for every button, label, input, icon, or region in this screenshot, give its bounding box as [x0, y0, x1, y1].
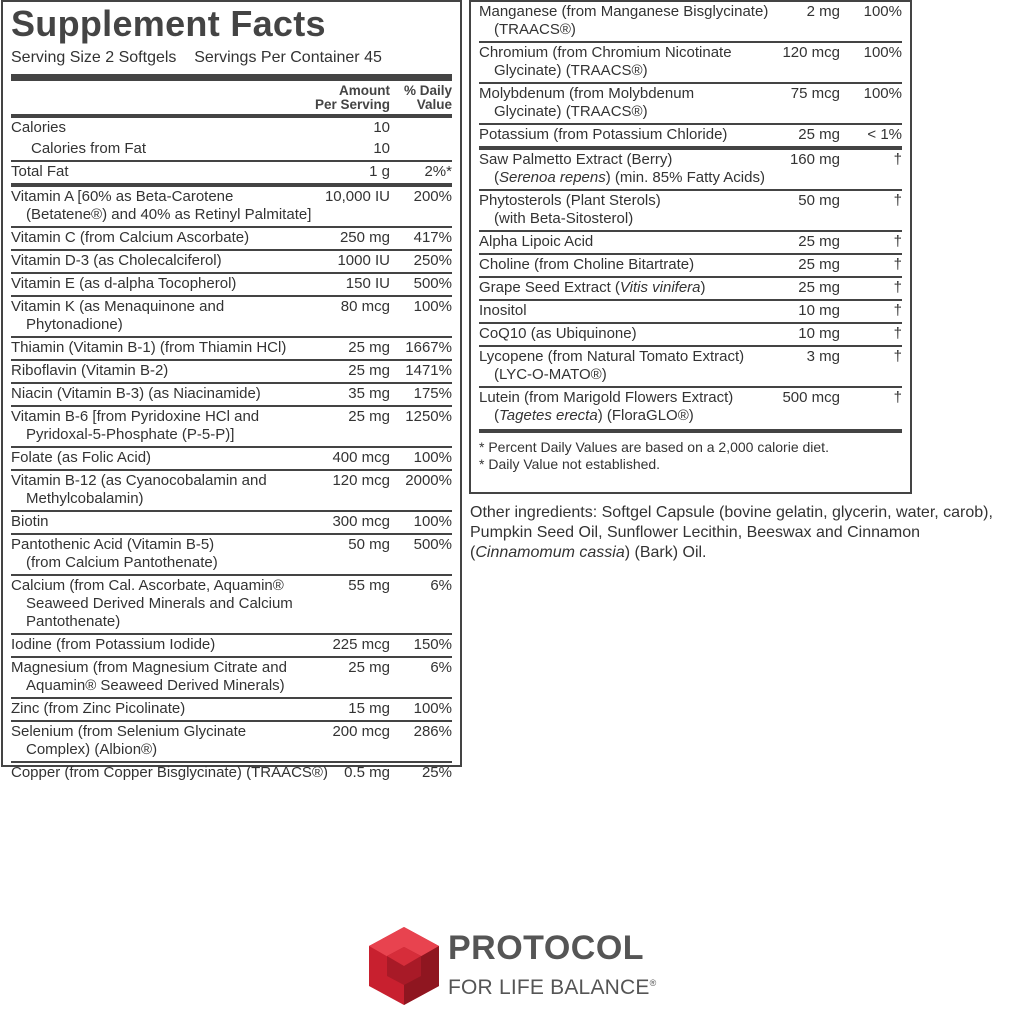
- nutrient-name-line1: Lutein (from Marigold Flowers Extract): [479, 389, 734, 406]
- nutrient-row: [11, 763, 452, 784]
- nutrient-name-line2: Complex) (Albion®): [26, 741, 158, 758]
- nutrient-name-line1: Vitamin D-3 (as Cholecalciferol): [11, 252, 222, 269]
- nutrient-name: [11, 577, 348, 631]
- nutrient-name-line2: [479, 407, 778, 425]
- nutrient-amount: 1000 IU: [337, 252, 390, 269]
- amount-header-line2: Per Serving: [314, 97, 390, 112]
- nutrient-row: [479, 150, 902, 189]
- nutrient-amount: 120 mcg: [782, 44, 840, 61]
- nutrient-name-line1: Grape Seed Extract (: [479, 279, 620, 296]
- other-ingredients-text: Other ingredients: Softgel Capsule (bovine gelatin, glycerin, water, carob), Pumpkin Seed Oil, Sunflower Lecithin, Beeswax and Cinnamon (: [470, 504, 993, 561]
- brand-tagline: [448, 971, 656, 1000]
- nutrient-amount: 10,000 IU: [324, 188, 390, 205]
- nutrient-daily-value: 200%: [413, 188, 452, 205]
- nutrient-name-line1: Vitamin B-12 (as Cyanocobalamin and: [11, 472, 267, 489]
- nutrient-name: [479, 44, 782, 80]
- nutrient-row: [479, 347, 902, 386]
- other-ingredients: [470, 503, 1024, 563]
- nutrient-name-line2: Methylcobalamin): [26, 490, 144, 507]
- serving-size: Serving Size 2 Softgels: [11, 49, 177, 66]
- other-ingredients-text-end: ) (Bark) Oil.: [624, 544, 707, 561]
- nutrient-name-line1: Alpha Lipoic Acid: [479, 233, 594, 250]
- supplement-facts-panel-right: [469, 0, 912, 494]
- nutrient-name-line1: Niacin (Vitamin B-3) (as Niacinamide): [11, 385, 261, 402]
- nutrient-amount: 25 mg: [798, 256, 840, 273]
- nutrient-name-line1: Saw Palmetto Extract (Berry): [479, 151, 673, 168]
- nutrient-row: [479, 301, 902, 322]
- nutrient-name: [479, 256, 798, 274]
- nutrient-daily-value: †: [893, 325, 902, 342]
- nutrient-amount: 160 mg: [789, 151, 840, 168]
- nutrient-name-line1: Total Fat: [11, 163, 69, 180]
- nutrient-amount: 25 mg: [798, 233, 840, 250]
- nutrient-name: [479, 233, 798, 251]
- nutrient-daily-value: 500%: [413, 275, 452, 292]
- nutrient-daily-value: †: [893, 302, 902, 319]
- serving-info: [11, 48, 452, 68]
- nutrient-name-line2: Seaweed Derived Minerals and Calcium Pantothenate): [26, 595, 293, 630]
- panel-title: Supplement Facts: [11, 3, 326, 44]
- nutrient-daily-value: [390, 119, 452, 137]
- nutrient-name-line2: Glycinate) (TRAACS®): [494, 62, 648, 79]
- nutrient-row: [479, 255, 902, 276]
- nutrient-name-line2: (LYC-O-MATO®): [494, 366, 607, 383]
- nutrient-daily-value: 2%*: [424, 163, 452, 180]
- nutrient-name: [479, 389, 782, 425]
- nutrient-daily-value: 100%: [863, 85, 902, 102]
- nutrient-daily-value: 286%: [413, 723, 452, 740]
- nutrient-daily-value: †: [893, 389, 902, 406]
- nutrient-daily-value: 150%: [413, 636, 452, 653]
- nutrient-name-line1: Vitamin E (as d-alpha Tocopherol): [11, 275, 237, 292]
- nutrient-name-line1: Manganese (from Manganese Bisglycinate): [479, 3, 769, 20]
- nutrient-name-line1: Folate (as Folic Acid): [11, 449, 152, 466]
- nutrient-row: [11, 448, 452, 469]
- nutrient-name-line2: (from Calcium Pantothenate): [26, 554, 218, 571]
- nutrient-amount: 50 mg: [348, 536, 390, 553]
- nutrient-name: [11, 700, 348, 718]
- nutrient-amount: 25 mg: [348, 659, 390, 676]
- nutrient-row: [11, 118, 452, 139]
- nutrient-amount: 10: [373, 140, 390, 157]
- nutrient-name: [11, 188, 325, 224]
- nutrient-row: [479, 324, 902, 345]
- nutrient-name: [11, 119, 373, 137]
- brand-name: PROTOCOL: [448, 929, 645, 967]
- nutrient-name: [11, 449, 332, 467]
- nutrient-daily-value: 100%: [413, 513, 452, 530]
- nutrient-row: [11, 162, 452, 183]
- nutrient-name: [479, 151, 790, 187]
- daily-value-column-header: [390, 84, 452, 112]
- nutrient-amount: 0.5 mg: [344, 764, 390, 781]
- nutrient-name-line1: Molybdenum (from Molybdenum: [479, 85, 695, 102]
- nutrient-amount: 2 mg: [806, 3, 840, 20]
- nutrient-species: Serenoa repens: [499, 169, 606, 186]
- nutrient-daily-value: 6%: [430, 659, 452, 676]
- nutrient-name-line2-part: (: [494, 169, 499, 186]
- nutrient-daily-value: 417%: [413, 229, 452, 246]
- nutrient-name-line1: CoQ10 (as Ubiquinone): [479, 325, 637, 342]
- nutrient-name: [11, 298, 341, 334]
- nutrient-amount: 25 mg: [348, 339, 390, 356]
- nutrient-name-line1: Vitamin A [60% as Beta-Carotene: [11, 188, 234, 205]
- nutrient-name-line2: Glycinate) (TRAACS®): [494, 103, 648, 120]
- nutrient-amount: 10 mg: [798, 302, 840, 319]
- nutrient-daily-value: 100%: [863, 44, 902, 61]
- nutrient-row: [11, 407, 452, 446]
- nutrient-amount: 25 mg: [348, 362, 390, 379]
- nutrient-name-line1-end: ): [700, 279, 706, 296]
- nutrient-daily-value: 100%: [413, 449, 452, 466]
- nutrient-daily-value: 1667%: [405, 339, 452, 356]
- nutrient-name-line1: Inositol: [479, 302, 527, 319]
- nutrient-row: [11, 361, 452, 382]
- nutrient-row: [479, 43, 902, 82]
- nutrient-name-line2-part: (: [494, 407, 499, 424]
- amount-header-line1: Amount: [339, 83, 390, 98]
- nutrient-name-line2: (with Beta-Sitosterol): [494, 210, 634, 227]
- other-ingredients-species: Cinnamomum cassia: [475, 544, 625, 561]
- nutrient-row: [479, 191, 902, 230]
- nutrient-row: [11, 535, 452, 574]
- nutrient-name: [479, 279, 798, 297]
- nutrient-name-line2: Phytonadione): [26, 316, 123, 333]
- nutrient-name-line1: Vitamin C (from Calcium Ascorbate): [11, 229, 250, 246]
- nutrient-name: [479, 3, 807, 39]
- nutrient-name-line2: Pyridoxal-5-Phosphate (P-5-P)]: [26, 426, 235, 443]
- nutrient-row: [11, 187, 452, 226]
- nutrient-name: [11, 723, 332, 759]
- nutrient-daily-value: 175%: [413, 385, 452, 402]
- nutrient-name-line1: Biotin: [11, 513, 49, 530]
- dv-header-line2: Value: [416, 97, 452, 112]
- amount-column-header: [302, 84, 390, 112]
- nutrient-name-line1: Iodine (from Potassium Iodide): [11, 636, 216, 653]
- nutrient-name: [11, 252, 337, 270]
- nutrient-name: [11, 536, 348, 572]
- nutrient-amount: 200 mcg: [332, 723, 390, 740]
- nutrient-name-line1: Zinc (from Zinc Picolinate): [11, 700, 186, 717]
- nutrient-daily-value: †: [893, 256, 902, 273]
- dv-header-line1: % Daily: [403, 83, 452, 98]
- nutrient-row: [479, 278, 902, 299]
- nutrient-name-line1: Lycopene (from Natural Tomato Extract): [479, 348, 745, 365]
- nutrient-name-line1: Choline (from Choline Bitartrate): [479, 256, 695, 273]
- nutrient-row: [11, 139, 452, 160]
- nutrient-name: [11, 764, 344, 782]
- nutrient-amount: 300 mcg: [332, 513, 390, 530]
- nutrient-name-line1: Calories from Fat: [31, 140, 147, 157]
- supplement-facts-panel-left: [1, 0, 462, 781]
- nutrient-daily-value: †: [893, 151, 902, 168]
- nutrient-amount: 80 mcg: [340, 298, 390, 315]
- nutrient-name-line1: Selenium (from Selenium Glycinate: [11, 723, 247, 740]
- nutrient-amount: 1 g: [369, 163, 390, 180]
- nutrient-name-line2-part: ) (FloraGLO®): [597, 407, 694, 424]
- nutrient-name: [11, 362, 348, 380]
- footnote-percent-dv: * Percent Daily Values are based on a 2,000 calorie diet.: [479, 439, 829, 455]
- nutrient-daily-value: 100%: [863, 3, 902, 20]
- nutrient-name-line1: Vitamin K (as Menaquinone and: [11, 298, 225, 315]
- nutrient-amount: 150 IU: [345, 275, 390, 292]
- nutrient-daily-value: 250%: [413, 252, 452, 269]
- nutrient-name-line1: Copper (from Copper Bisglycinate) (TRAACS®): [11, 764, 328, 781]
- nutrient-amount: 120 mcg: [332, 472, 390, 489]
- nutrient-name: [11, 636, 332, 654]
- column-header: [11, 81, 452, 114]
- nutrient-amount: 15 mg: [348, 700, 390, 717]
- nutrient-row: [479, 125, 902, 146]
- nutrient-daily-value: 25%: [421, 764, 452, 781]
- nutrient-row: [11, 471, 452, 510]
- nutrient-amount: 10: [373, 119, 390, 136]
- heavy-divider: [11, 74, 452, 81]
- nutrient-name-line2: (Betatene®) and 40% as Retinyl Palmitate]: [26, 206, 312, 223]
- nutrient-name: [11, 472, 332, 508]
- nutrient-daily-value: †: [893, 279, 902, 296]
- nutrient-row: [11, 384, 452, 405]
- nutrient-daily-value: 500%: [413, 536, 452, 553]
- nutrient-row: [11, 722, 452, 761]
- nutrient-row: [11, 251, 452, 272]
- nutrient-list-right: [479, 2, 902, 427]
- nutrient-name: [479, 126, 798, 144]
- nutrient-amount: 25 mg: [348, 408, 390, 425]
- nutrient-row: [11, 576, 452, 633]
- nutrient-daily-value: < 1%: [867, 126, 902, 143]
- nutrient-amount: 3 mg: [806, 348, 840, 365]
- nutrient-name: [479, 85, 791, 121]
- nutrient-name: [11, 163, 369, 181]
- nutrient-daily-value: 1250%: [405, 408, 452, 425]
- nutrient-name-line2: [479, 169, 786, 187]
- protocol-hexagon-logo-icon: [366, 925, 442, 1007]
- nutrient-row: [11, 699, 452, 720]
- brand-tagline-text: FOR LIFE BALANCE: [448, 976, 650, 999]
- nutrient-name-line1: Calcium (from Cal. Ascorbate, Aquamin®: [11, 577, 284, 594]
- nutrient-species: Vitis vinifera: [619, 279, 701, 296]
- nutrient-amount: 25 mg: [798, 279, 840, 296]
- nutrient-amount: 225 mcg: [332, 636, 390, 653]
- nutrient-name: [479, 325, 798, 343]
- nutrient-name: [11, 408, 348, 444]
- nutrient-list-left: [11, 118, 452, 784]
- nutrient-row: [11, 297, 452, 336]
- footnote-dv-not-established: * Daily Value not established.: [479, 456, 661, 472]
- nutrient-name: [479, 192, 798, 228]
- nutrient-row: [479, 2, 902, 41]
- nutrient-name-line1: Riboflavin (Vitamin B-2): [11, 362, 169, 379]
- nutrient-name-line1: Phytosterols (Plant Sterols): [479, 192, 661, 209]
- nutrient-daily-value: †: [893, 233, 902, 250]
- nutrient-amount: 25 mg: [798, 126, 840, 143]
- nutrient-row: [11, 228, 452, 249]
- nutrient-daily-value: 6%: [430, 577, 452, 594]
- nutrient-species: Tagetes erecta: [499, 407, 598, 424]
- nutrient-name: [11, 140, 373, 158]
- nutrient-daily-value: 1471%: [405, 362, 452, 379]
- nutrient-daily-value: 100%: [413, 298, 452, 315]
- nutrient-daily-value: [390, 140, 452, 158]
- nutrient-row: [11, 512, 452, 533]
- nutrient-row: [479, 84, 902, 123]
- nutrient-amount: 250 mg: [339, 229, 390, 246]
- nutrient-row: [11, 635, 452, 656]
- nutrient-name: [11, 659, 348, 695]
- nutrient-name-line1: Chromium (from Chromium Nicotinate: [479, 44, 732, 61]
- nutrient-amount: 50 mg: [798, 192, 840, 209]
- nutrient-daily-value: †: [893, 192, 902, 209]
- nutrient-name-line1: Thiamin (Vitamin B-1) (from Thiamin HCl): [11, 339, 287, 356]
- nutrient-amount: 400 mcg: [332, 449, 390, 466]
- nutrient-name: [479, 302, 798, 320]
- nutrient-daily-value: 2000%: [405, 472, 452, 489]
- nutrient-amount: 500 mcg: [782, 389, 840, 406]
- nutrient-name-line2-part: ) (min. 85% Fatty Acids): [605, 169, 765, 186]
- nutrient-name: [11, 275, 346, 293]
- servings-per-container: Servings Per Container 45: [194, 49, 382, 66]
- nutrient-name-line2: Aquamin® Seaweed Derived Minerals): [26, 677, 285, 694]
- nutrient-row: [479, 232, 902, 253]
- nutrient-name-line1: Calories: [11, 119, 67, 136]
- registered-mark: ®: [649, 978, 657, 988]
- nutrient-amount: 35 mg: [348, 385, 390, 402]
- footnotes: [479, 433, 902, 473]
- nutrient-amount: 10 mg: [798, 325, 840, 342]
- nutrient-name: [479, 348, 807, 384]
- nutrient-daily-value: †: [893, 348, 902, 365]
- nutrient-name-line2: (TRAACS®): [494, 21, 576, 38]
- nutrient-name: [11, 229, 340, 247]
- nutrient-daily-value: 100%: [413, 700, 452, 717]
- nutrient-row: [11, 338, 452, 359]
- nutrient-name: [11, 385, 348, 403]
- nutrient-name: [11, 513, 332, 531]
- nutrient-row: [11, 274, 452, 295]
- nutrient-name-line1: Potassium (from Potassium Chloride): [479, 126, 728, 143]
- nutrient-name-line1: Vitamin B-6 [from Pyridoxine HCl and: [11, 408, 260, 425]
- nutrient-row: [479, 388, 902, 427]
- nutrient-name-line1: Magnesium (from Magnesium Citrate and: [11, 659, 287, 676]
- nutrient-amount: 55 mg: [348, 577, 390, 594]
- nutrient-name-line1: Pantothenic Acid (Vitamin B-5): [11, 536, 215, 553]
- nutrient-name: [11, 339, 348, 357]
- nutrient-amount: 75 mcg: [790, 85, 840, 102]
- nutrient-row: [11, 658, 452, 697]
